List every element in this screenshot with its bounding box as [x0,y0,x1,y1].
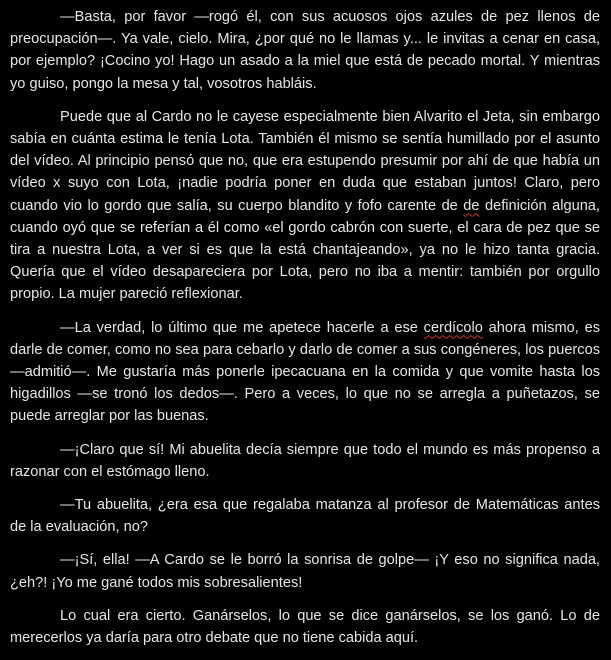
paragraph-text: definición alguna, cuando oyó que se referían a él como «el gordo cabrón con suerte, el cara de pez que se tira a nuestra Lota, a ver si es que la está chantajeando», ya no le hizo tanta gracia. Quería que el vídeo desapareciera por Lota, pero no iba a mentir: también por orgullo propio. La mujer pareció reflexionar. [10,197,600,303]
paragraph-1 [10,6,600,95]
paragraph-5 [10,494,600,538]
paragraph-text: —La verdad, lo último que me apetece hacerle a ese [60,319,424,336]
spellcheck-flagged-word[interactable]: cerdícolo [423,319,483,336]
paragraph-text: Lo cual era cierto. Ganárselos, lo que se dice ganárselos, se los ganó. Lo de merecerlos ya daría para otro debate que no tiene cabida aquí. [10,607,600,647]
paragraph-text: —¡Sí, ella! —A Cardo se le borró la sonrisa de golpe— ¡Y eso no significa nada, ¿eh?! ¡Yo me gané todos mis sobresalientes! [10,552,600,591]
document-page [10,6,600,660]
paragraph-text: —Tu abuelita, ¿era esa que regalaba matanza al profesor de Matemáticas antes de la evaluación, no? [10,497,600,536]
paragraph-2 [10,106,600,306]
paragraph-text: ahora mismo, es darle de comer, como no sea para cebarlo y darlo de comer a sus congéneres, los puercos —admitió—. Me gustaría más ponerle ipecacuana en la comida y que vomite hasta los higadillos —se tronó los dedos—. Pero a veces, lo que no se arregla a puñetazos, se puede arreglar por las buenas. [10,319,600,425]
paragraph-3 [10,317,600,428]
paragraph-text: —Basta, por favor —rogó él, con sus acuosos ojos azules de pez llenos de preocupación—. Ya vale, cielo. Mira, ¿por qué no le llamas y... le invitas a cenar en casa, por ejemplo? ¡Cocino yo! Hago un asado a la miel que está de pecado mortal. Y mientras yo guiso, pongo la mesa y tal, vosotros habláis. [10,9,600,92]
paragraph-text: —¡Claro que sí! Mi abuelita decía siempre que todo el mundo es más propenso a razonar con el estómago lleno. [10,441,600,480]
spellcheck-flagged-word[interactable]: de [463,197,480,214]
paragraph-text: Puede que al Cardo no le cayese especialmente bien Alvarito el Jeta, sin embargo sabía en cuánta estima le tenía Lota. También él mismo se sentía humillado por el asunto del vídeo. Al principio pensó que no, que era estupendo presumir por ahí de que había un vídeo x suyo con Lota, ¡nadie podría poner en duda que estaban juntos! Claro, pero cuando vio lo gordo que salía, su cuerpo blandito y fofo carente de [10,108,600,214]
paragraph-4 [10,439,600,483]
paragraph-6 [10,549,600,593]
